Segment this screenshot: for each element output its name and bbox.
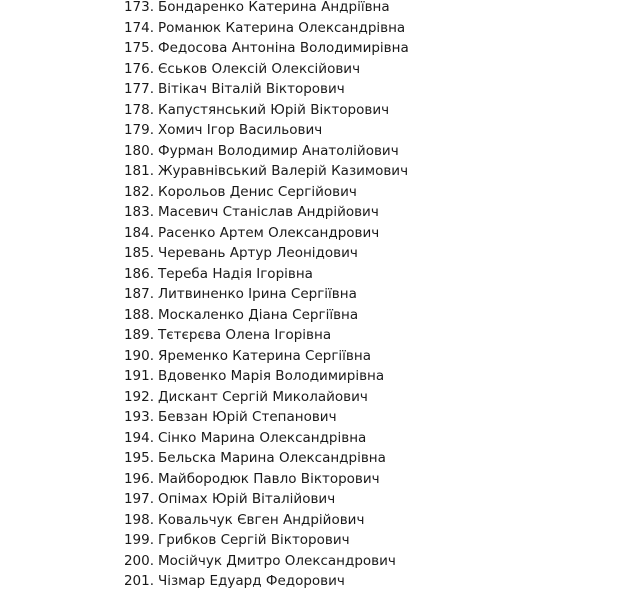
list-item xyxy=(0,510,620,531)
list-item xyxy=(0,366,620,387)
list-item-number: 187. xyxy=(123,286,154,302)
list-item xyxy=(0,18,620,39)
list-item-number: 186. xyxy=(123,265,154,282)
list-item-number: 195. xyxy=(123,450,154,466)
list-item xyxy=(0,38,620,59)
list-item xyxy=(0,448,620,469)
list-item-name: Вітікач Віталій Вікторович xyxy=(158,81,345,97)
list-item-name: Масевич Станіслав Андрійович xyxy=(158,204,379,220)
list-item-number: 184. xyxy=(123,224,154,241)
list-item-name: Романюк Катерина Олександрівна xyxy=(158,19,406,36)
list-item-name: Хомич Ігор Васильович xyxy=(158,122,323,138)
list-item-name: Сінко Марина Олександрівна xyxy=(158,429,367,446)
list-item-name: Расенко Артем Олександрович xyxy=(158,224,380,241)
list-item-number: 198. xyxy=(123,511,154,528)
list-item xyxy=(0,305,620,326)
list-item-name: Бондаренко Катерина Андріївна xyxy=(158,0,390,15)
list-item xyxy=(0,120,620,141)
list-item-number: 181. xyxy=(123,163,154,179)
list-item-number: 183. xyxy=(123,204,154,220)
list-item-name: Журавнівський Валерій Казимович xyxy=(158,163,409,179)
list-item-number: 197. xyxy=(123,491,154,507)
list-item-name: Мосійчук Дмитро Олександрович xyxy=(158,552,396,569)
list-item-number: 175. xyxy=(123,40,154,56)
list-item-name: Бельска Марина Олександрівна xyxy=(158,450,386,466)
list-item-name: Федосова Антоніна Володимирівна xyxy=(158,40,409,56)
list-item-name: Опімах Юрій Віталійович xyxy=(158,491,336,507)
list-item-number: 199. xyxy=(123,532,154,548)
list-item xyxy=(0,428,620,449)
list-item xyxy=(0,59,620,80)
list-item xyxy=(0,407,620,428)
list-item xyxy=(0,264,620,285)
list-item xyxy=(0,100,620,121)
list-item-number: 196. xyxy=(123,470,154,487)
list-item-number: 173. xyxy=(123,0,154,15)
list-item-name: Ковальчук Євген Андрійович xyxy=(158,511,365,528)
list-item xyxy=(0,325,620,346)
list-item-name: Єськов Олексій Олексійович xyxy=(158,60,361,77)
list-item-number: 200. xyxy=(123,552,154,569)
list-item-number: 178. xyxy=(123,101,154,118)
list-item-name: Майбородюк Павло Вікторович xyxy=(158,470,380,487)
list-item-number: 182. xyxy=(123,183,154,200)
list-item xyxy=(0,141,620,162)
list-item-number: 201. xyxy=(123,573,154,589)
list-item xyxy=(0,182,620,203)
list-item-number: 188. xyxy=(123,306,154,323)
list-item-number: 185. xyxy=(123,245,154,261)
list-item xyxy=(0,530,620,551)
list-item xyxy=(0,387,620,408)
list-item-number: 191. xyxy=(123,368,154,384)
list-item-name: Грибков Сергій Вікторович xyxy=(158,532,350,548)
list-item-number: 177. xyxy=(123,81,154,97)
list-item-number: 180. xyxy=(123,142,154,159)
list-item-name: Корольов Денис Сергійович xyxy=(158,183,357,200)
list-item-name: Черевань Артур Леонідович xyxy=(158,245,358,261)
list-item-number: 176. xyxy=(123,60,154,77)
list-item-name: Дискант Сергій Миколайович xyxy=(158,388,368,405)
list-item-name: Чізмар Едуард Федорович xyxy=(158,573,345,589)
list-item-name: Яременко Катерина Сергіївна xyxy=(158,347,371,364)
list-item xyxy=(0,346,620,367)
list-item xyxy=(0,0,620,18)
list-item-number: 194. xyxy=(123,429,154,446)
list-item-name: Литвиненко Ірина Сергіївна xyxy=(158,286,357,302)
list-item-number: 193. xyxy=(123,409,154,425)
list-item-name: Вдовенко Марія Володимирівна xyxy=(158,368,385,384)
list-item-number: 179. xyxy=(123,122,154,138)
list-item-number: 190. xyxy=(123,347,154,364)
list-item-name: Москаленко Діана Сергіївна xyxy=(158,306,359,323)
list-item-number: 192. xyxy=(123,388,154,405)
list-item-name: Фурман Володимир Анатолійович xyxy=(158,142,399,159)
list-item xyxy=(0,551,620,572)
list-item-name: Капустянський Юрій Вікторович xyxy=(158,101,390,118)
list-item-number: 189. xyxy=(123,327,154,343)
list-item xyxy=(0,161,620,182)
list-item xyxy=(0,243,620,264)
list-item xyxy=(0,223,620,244)
list-item-name: Тереба Надія Ігорівна xyxy=(158,265,313,282)
list-item-name: Бевзан Юрій Степанович xyxy=(158,409,337,425)
list-item xyxy=(0,571,620,592)
list-item xyxy=(0,469,620,490)
list-item xyxy=(0,79,620,100)
list-item-name: Тєтєрєва Олена Ігорівна xyxy=(158,327,332,343)
list-item xyxy=(0,202,620,223)
list-item xyxy=(0,489,620,510)
list-item-number: 174. xyxy=(123,19,154,36)
list-item xyxy=(0,284,620,305)
